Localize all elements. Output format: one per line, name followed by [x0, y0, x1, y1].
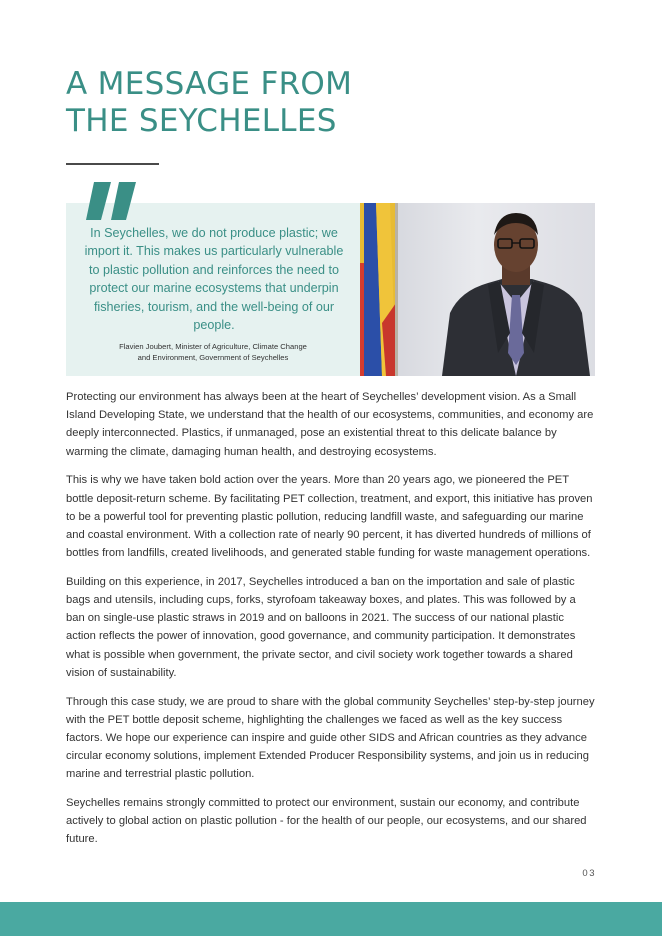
pull-quote-text: In Seychelles, we do not produce plastic; we import it. This makes us particularly vulnerable to plastic pollution and reinforces the need to protect our marine ecosystems that underpin fisheries, tourism, and the well-being of our people.: [84, 226, 344, 333]
page-number: 03: [582, 868, 596, 879]
body-paragraph-3: Building on this experience, in 2017, Seychelles introduced a ban on the importation and sale of plastic bags and utensils, including cups, forks, styrofoam takeaway boxes, and plates. This was followed by a ban on single-use plastic straws in 2019 and on balloons in 2021. The success of our national plastic action reflects the power of innovation, good governance, and community participation. It demonstrates what is possible when government, the private sector, and civil society work together towards a shared vision of sustainability.: [66, 575, 576, 679]
quote-attribution: [96, 341, 330, 363]
seychelles-flag: [360, 203, 398, 376]
body-paragraph-1: Protecting our environment has always been at the heart of Seychelles’ development vision. As a Small Island Developing State, we understand that the health of our ecosystems, communities, and economy are deeply interconnected. Plastics, if unmanaged, pose an existential threat to this delicate balance by warming the climate, damaging human health, and destroying ecosystems.: [66, 391, 594, 458]
body-paragraph-5: Seychelles remains strongly committed to protect our environment, sustain our economy, and contribute actively to global action on plastic pollution - for the health of our people, our ecosystems, and our shared future.: [66, 797, 587, 846]
quote-mark-icon: [84, 168, 144, 228]
body-paragraph-2: This is why we have taken bold action over the years. More than 20 years ago, we pioneered the PET bottle deposit-return scheme. By facilitating PET collection, treatment, and export, this initiative has proven to be a powerful tool for preventing plastic pollution, reducing landfill waste, and safeguarding our marine and coastal environment. With a collection rate of nearly 90 percent, it has diverted hundreds of millions of bottles from landfills, created livelihoods, and generated stable funding for waste management operations.: [66, 474, 593, 560]
footer-bar: [0, 902, 662, 936]
body-text: [66, 388, 596, 859]
body-paragraph-4: Through this case study, we are proud to share with the global community Seychelles’ step-by-step journey with the PET bottle deposit scheme, highlighting the challenges we faced as well as the key success factors. We hope our experience can inspire and guide other SIDS and African countries as they advance circular economy solutions, implement Extended Producer Responsibility systems, and join us in reducing marine and terrestrial plastic pollution.: [66, 695, 595, 781]
minister-portrait-photo: [360, 203, 595, 376]
quote-attribution-line-1: Flavien Joubert, Minister of Agriculture, Climate Change: [119, 342, 307, 351]
page-title-line-2: THE SEYCHELLES: [66, 103, 337, 139]
quote-attribution-line-2: and Environment, Government of Seychelles: [137, 353, 289, 362]
portrait-illustration: [360, 203, 595, 376]
page-title-line-1: A MESSAGE FROM: [66, 66, 353, 102]
page-title: [66, 66, 586, 140]
title-divider: [66, 163, 159, 165]
